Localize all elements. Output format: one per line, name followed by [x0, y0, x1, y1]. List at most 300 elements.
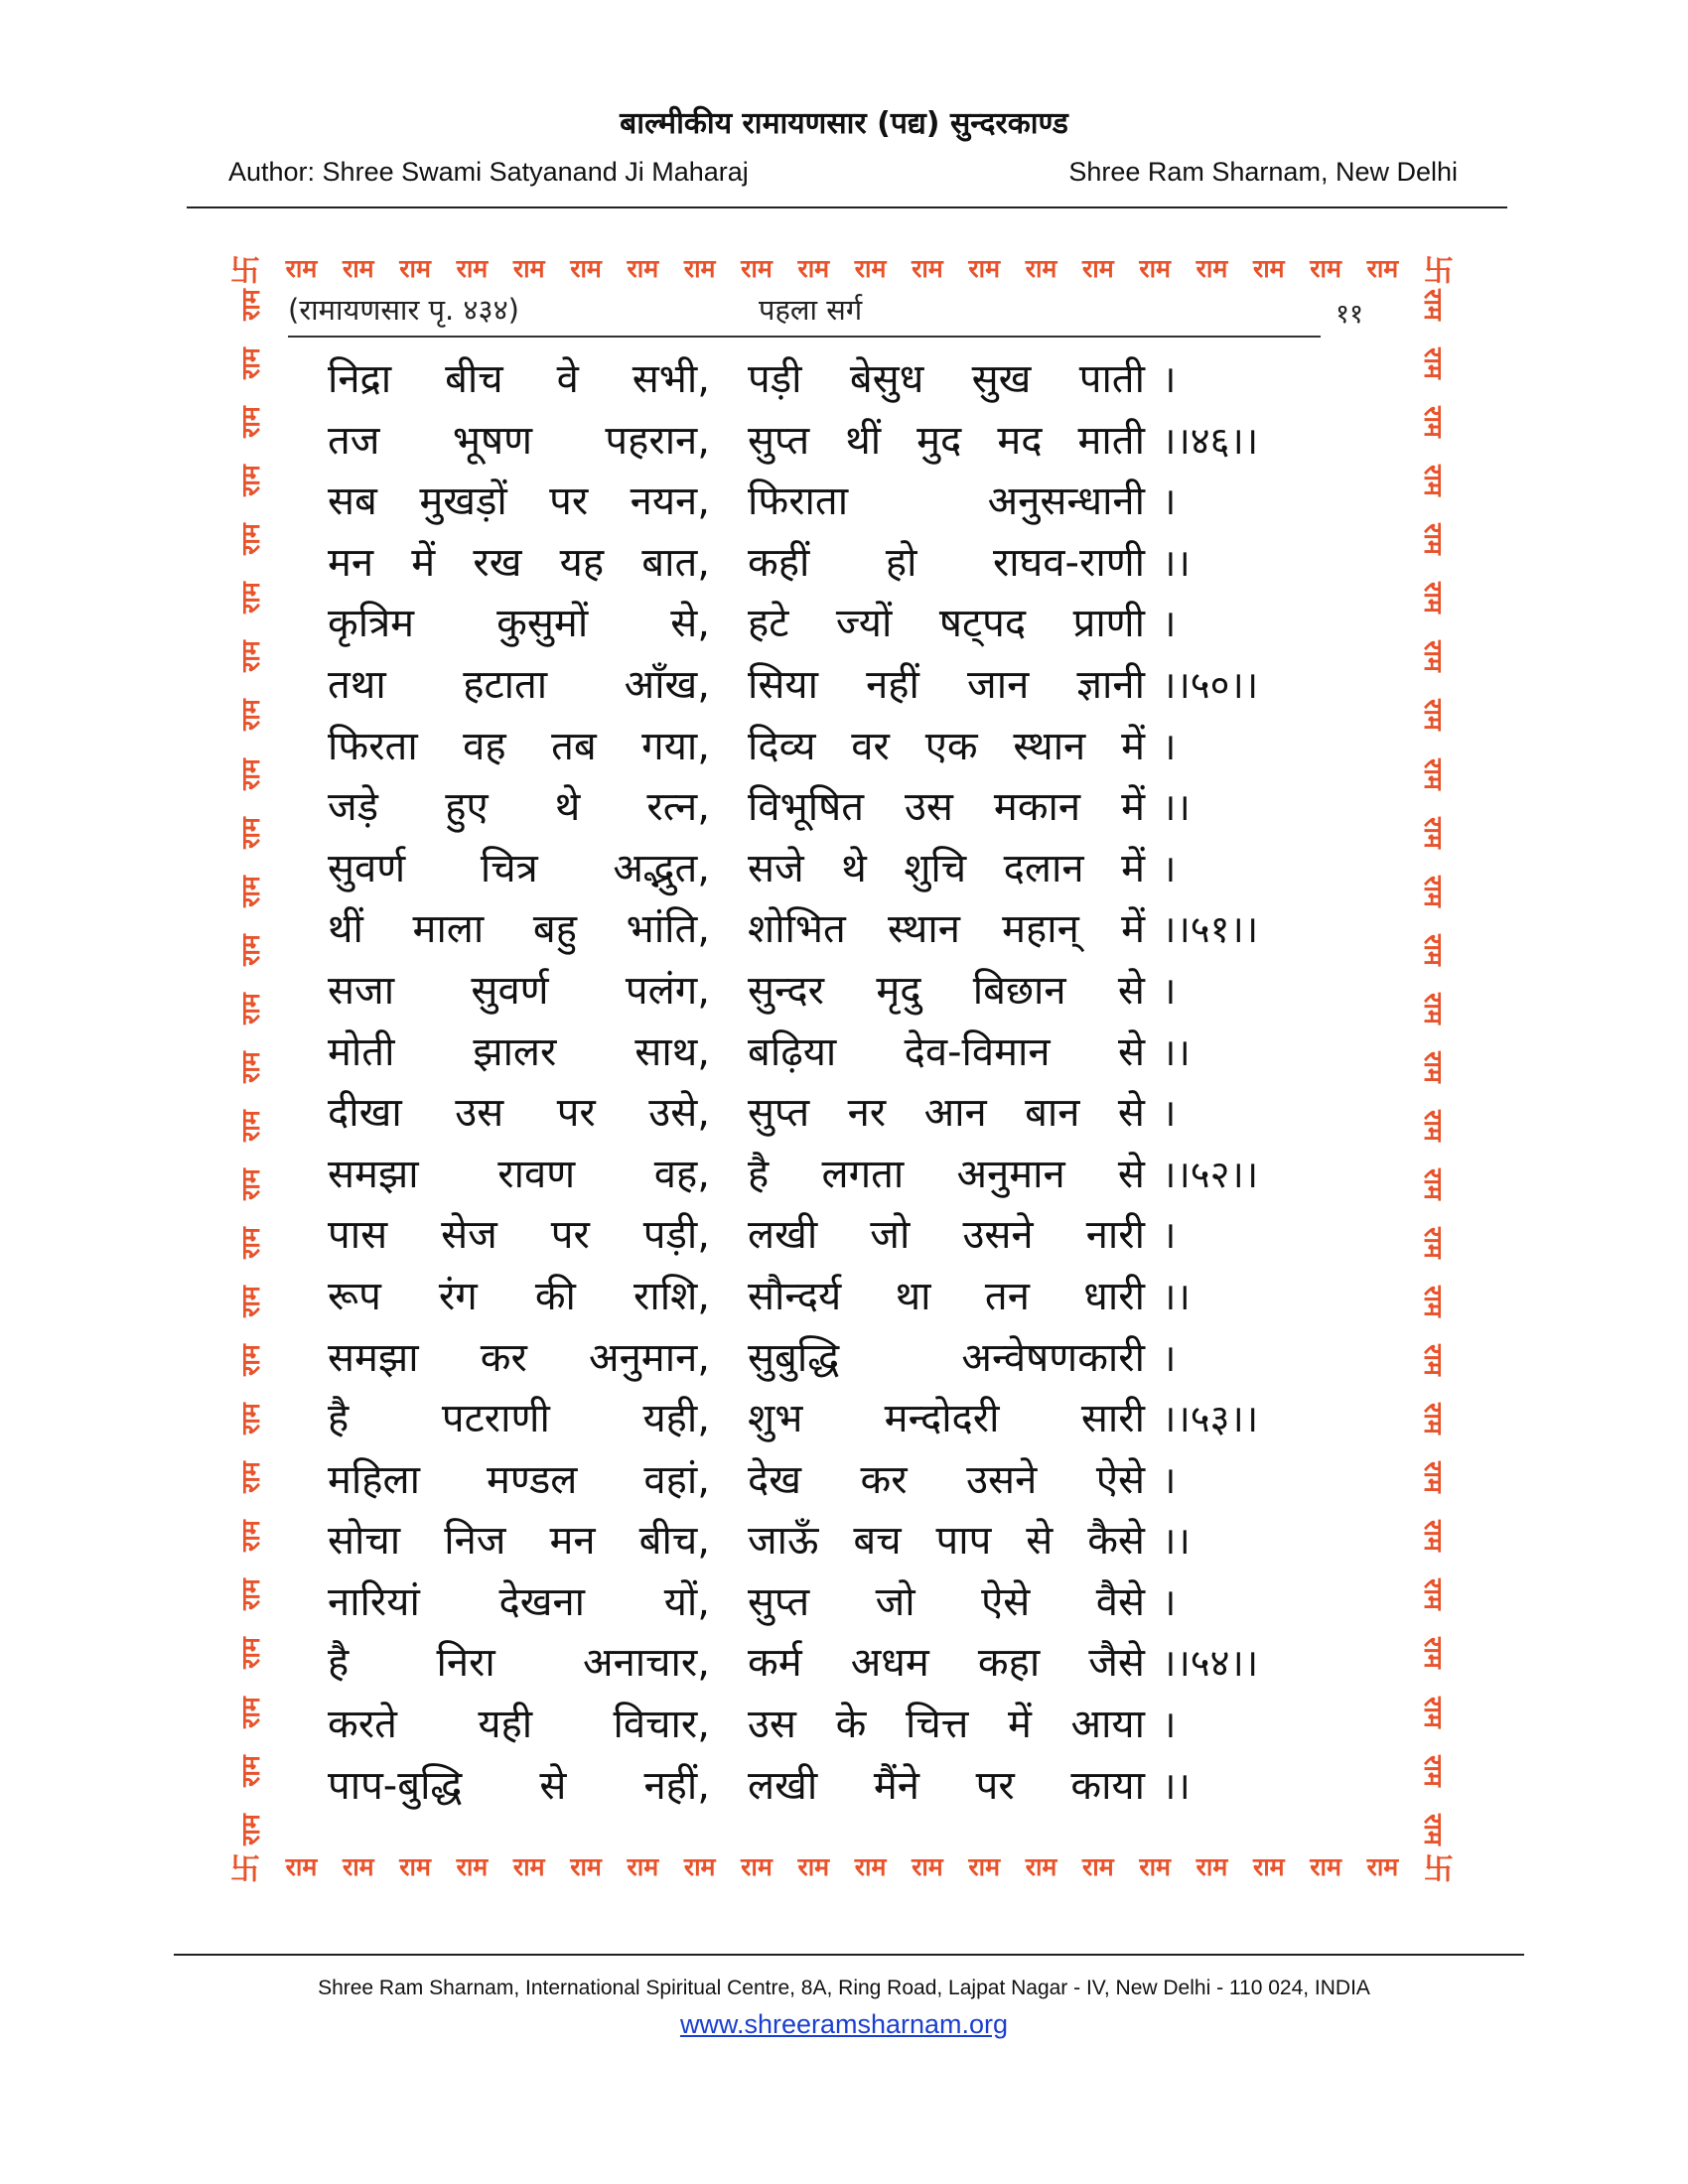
verse-word: मन [549, 1518, 596, 1565]
website-link[interactable]: www.shreeramsharnam.org [679, 2009, 1009, 2039]
verse-word: पटराणी [441, 1396, 550, 1442]
verse-word: दिव्य [748, 723, 816, 769]
verse-word: हो [885, 539, 917, 586]
verse-end-mark: । [1162, 724, 1177, 768]
verse-word: शुभ [748, 1396, 803, 1442]
border-word: राम [1419, 816, 1448, 849]
verse-word: तज [328, 417, 380, 464]
border-word: राम [236, 289, 265, 321]
verse-word: सजे [748, 845, 804, 891]
verse-word: यही, [642, 1396, 710, 1442]
verse-word: मकान [993, 784, 1081, 831]
border-word: राम [236, 406, 265, 438]
border-word: राम [399, 1852, 431, 1881]
verse-end-mark: । [1162, 1335, 1177, 1380]
verse-word: थे [841, 845, 867, 891]
footer-divider [174, 1954, 1524, 1956]
border-word: राम [236, 1520, 265, 1553]
verse-end-mark: ।।५०।। [1162, 662, 1259, 707]
verse-word: सुप्त [748, 1090, 810, 1137]
verse-end-mark: । [1162, 1579, 1177, 1624]
border-word: राम [1082, 1852, 1114, 1881]
verse-word: समझा [328, 1334, 419, 1381]
verse-word: पर [975, 1762, 1015, 1809]
verse-word: सारी [1080, 1396, 1145, 1442]
border-word: राम [1419, 289, 1448, 321]
verse-word: सुवर्ण [328, 845, 406, 891]
verse-word: राशि, [633, 1273, 710, 1319]
border-word: राम [1419, 699, 1448, 732]
border-word: राम [236, 347, 265, 379]
verse-word: रत्न, [646, 784, 710, 831]
verse-word: पर [550, 1212, 590, 1259]
border-word: राम [627, 254, 659, 283]
verse-word: भांति, [626, 906, 710, 953]
verse-first-half [328, 1511, 710, 1572]
verse-word: गया, [641, 723, 710, 769]
border-word: राम [1419, 1813, 1448, 1845]
border-word: राम [797, 254, 830, 283]
verse-word: ऐसे [981, 1578, 1031, 1625]
border-word: राम [236, 699, 265, 732]
verse-word: सुख [971, 356, 1032, 402]
verse-word: कहा [977, 1640, 1041, 1687]
verse-word: में [411, 539, 436, 586]
verse-word: आँख, [624, 661, 710, 708]
border-word: राम [854, 1852, 887, 1881]
border-word: राम [797, 1852, 830, 1881]
verse-end-mark: । [1162, 602, 1177, 646]
verse-word: तन [984, 1273, 1030, 1319]
verse-word: आया [1070, 1702, 1145, 1748]
footer-address: Shree Ram Sharnam, International Spiritual Centre, 8A, Ring Road, Lajpat Nagar - IV, New Delhi - 110 024, INDIA [318, 1977, 1370, 1999]
header-divider [187, 206, 1507, 208]
page-number: ११ [1336, 299, 1364, 330]
border-word: राम [741, 1852, 773, 1881]
verse-word: अनुमान [956, 1151, 1065, 1197]
verse-word: मैंने [873, 1762, 919, 1809]
verse-first-half [328, 717, 710, 778]
verse-second-half [748, 1756, 1145, 1818]
border-word: राम [236, 816, 265, 849]
border-word: राम [1139, 254, 1171, 283]
author-line: Author: Shree Swami Satyanand Ji Maharaj [228, 157, 749, 187]
verse-second-half [748, 1328, 1145, 1390]
verse-word: पर [549, 478, 589, 525]
verse-second-half [748, 533, 1145, 595]
verse-word: उस [748, 1702, 796, 1748]
verse-word: यही [478, 1702, 533, 1748]
verse-word: जैसे [1088, 1640, 1145, 1687]
verse-word: के [835, 1702, 867, 1748]
verse-word: एक [924, 723, 978, 769]
verse-word: तब [551, 723, 597, 769]
border-left [230, 288, 270, 1846]
verse-word: बेसुध [849, 356, 924, 402]
verse-word: जो [870, 1212, 911, 1259]
border-word: राम [912, 1852, 943, 1881]
verse-word: अधम [850, 1640, 929, 1687]
verse-word: बात, [641, 539, 710, 586]
verse-second-half [748, 1389, 1145, 1450]
verse-word: मुद [916, 417, 962, 464]
verse-end-mark: ।।५२।। [1162, 1152, 1259, 1196]
border-word: राम [236, 1403, 265, 1435]
verse-word: जाऊँ [748, 1518, 819, 1565]
verse-second-half [748, 839, 1145, 900]
verse-word: है [328, 1396, 350, 1442]
border-word: राम [1252, 254, 1285, 283]
verse-word: थीं [328, 906, 363, 953]
border-word: राम [236, 1110, 265, 1142]
verse-word: देव-विमान [904, 1028, 1051, 1075]
verse-word: उसने [962, 1212, 1034, 1259]
verse-end-mark: । [1162, 846, 1177, 890]
verse-line [328, 411, 1321, 473]
border-word: राम [570, 254, 602, 283]
border-word: राम [1419, 1110, 1448, 1142]
verse-word: उसने [966, 1456, 1038, 1503]
verse-word: ऐसे [1095, 1456, 1145, 1503]
border-word: राम [1196, 254, 1228, 283]
verse-word: अन्वेषणकारी [961, 1334, 1145, 1381]
verse-end-mark: । [1162, 1457, 1177, 1502]
border-word: राम [236, 1168, 265, 1200]
verse-line [328, 655, 1321, 717]
verse-word: रूप [328, 1273, 381, 1319]
verse-second-half [748, 717, 1145, 778]
verse-line [328, 472, 1321, 533]
border-word: राम [236, 875, 265, 907]
border-word: राम [1419, 1227, 1448, 1259]
verse-word: हटे [748, 601, 789, 647]
verse-line [328, 839, 1321, 900]
verse-word: यह [559, 539, 605, 586]
verse-word: पड़ी [748, 356, 802, 402]
verse-second-half [748, 1695, 1145, 1756]
border-word: राम [1196, 1852, 1228, 1881]
verse-word: बीच [445, 356, 503, 402]
verse-word: जो [875, 1578, 915, 1625]
verse-second-half [748, 1145, 1145, 1206]
border-word: राम [512, 1852, 545, 1881]
border-bottom [230, 1846, 1454, 1886]
border-word: राम [1419, 1403, 1448, 1435]
verse-word: समझा [328, 1151, 419, 1197]
verse-word: से, [670, 601, 710, 647]
verse-word: कहीं [748, 539, 810, 586]
verse-word: में [1121, 784, 1145, 831]
verse-first-half [328, 1328, 710, 1390]
verse-word: ज्ञानी [1076, 661, 1145, 708]
border-word: राम [1025, 1852, 1057, 1881]
border-word: राम [1419, 1344, 1448, 1376]
swastika-icon: 卐 [230, 254, 260, 289]
verse-line [328, 349, 1321, 411]
verse-line [328, 1572, 1321, 1634]
border-top [230, 248, 1454, 288]
border-right [1414, 288, 1454, 1846]
verse-word: सेज [441, 1212, 497, 1259]
verse-word: नहीं, [643, 1762, 710, 1809]
border-word: राम [1419, 1637, 1448, 1670]
verse-word: कृत्रिम [328, 601, 415, 647]
verse-first-half [328, 899, 710, 961]
border-word: राम [342, 254, 374, 283]
verse-first-half [328, 777, 710, 839]
verse-word: वर [851, 723, 890, 769]
page-reference: (रामायणसार पृ. ४३४) [288, 293, 519, 327]
verse-word: रावण [497, 1151, 576, 1197]
border-word: राम [1419, 347, 1448, 379]
border-word: राम [570, 1852, 602, 1881]
border-word: राम [456, 254, 489, 283]
border-word: राम [1419, 406, 1448, 438]
verse-first-half [328, 472, 710, 533]
border-word: राम [342, 1852, 374, 1881]
verse-first-half [328, 1756, 710, 1818]
verse-word: सुप्त [748, 417, 810, 464]
verse-end-mark: ।। [1162, 540, 1191, 585]
verse-line [328, 899, 1321, 961]
border-word: राम [1419, 992, 1448, 1024]
verse-word: कुसुमों [496, 601, 589, 647]
swastika-icon: 卐 [230, 1852, 260, 1887]
verse-word: में [1121, 845, 1145, 891]
verse-word: बान [1025, 1090, 1080, 1137]
verse-word: जड़े [328, 784, 379, 831]
verse-first-half [328, 1023, 710, 1084]
verse-end-mark: ।। [1162, 1274, 1191, 1318]
verse-word: वे [556, 356, 579, 402]
border-word: राम [236, 1286, 265, 1317]
border-word: राम [968, 254, 1001, 283]
verse-end-mark: ।। [1162, 1029, 1191, 1074]
border-word: राम [236, 1344, 265, 1376]
border-word: राम [512, 254, 545, 283]
verse-line [328, 777, 1321, 839]
verse-first-half [328, 1205, 710, 1267]
verse-word: नारियां [328, 1578, 420, 1625]
border-word: राम [1419, 1578, 1448, 1611]
verse-second-half [748, 899, 1145, 961]
verse-word: यों, [663, 1578, 710, 1625]
verse-word: से [1026, 1518, 1054, 1565]
border-word: राम [1310, 1852, 1341, 1881]
verse-block [328, 349, 1321, 1817]
swastika-icon: 卐 [1423, 1852, 1454, 1887]
verse-first-half [328, 655, 710, 717]
verse-word: महिला [328, 1456, 420, 1503]
border-word: राम [741, 254, 773, 283]
verse-word: से [1117, 1028, 1145, 1075]
verse-word: विभूषित [748, 784, 864, 831]
verse-first-half [328, 1572, 710, 1634]
border-word: राम [1366, 1852, 1399, 1881]
verse-word: कर [860, 1456, 908, 1503]
verse-first-half [328, 1450, 710, 1512]
verse-end-mark: । [1162, 1091, 1177, 1136]
verse-word: बहु [532, 906, 577, 953]
verse-line [328, 1695, 1321, 1756]
verse-word: पहरान, [605, 417, 710, 464]
verse-second-half [748, 1633, 1145, 1695]
verse-word: मुखड़ों [419, 478, 507, 525]
verse-word: लखी [748, 1762, 818, 1809]
verse-second-half [748, 655, 1145, 717]
verse-second-half [748, 1450, 1145, 1512]
verse-word: ज्यों [835, 601, 893, 647]
border-word: राम [236, 523, 265, 556]
verse-word: में [1121, 906, 1145, 953]
verse-word: मण्डल [486, 1456, 578, 1503]
verse-word: महान् [1002, 906, 1079, 953]
verse-word: निज [444, 1518, 506, 1565]
border-word: राम [912, 254, 943, 283]
border-word: राम [1419, 933, 1448, 966]
verse-end-mark: ।।५४।। [1162, 1641, 1259, 1686]
border-word: राम [236, 1050, 265, 1083]
border-word: राम [236, 757, 265, 790]
verse-first-half [328, 1267, 710, 1328]
verse-word: मन्दोदरी [884, 1396, 1000, 1442]
verse-line [328, 1328, 1321, 1390]
verse-word: सभी, [632, 356, 710, 402]
verse-second-half [748, 411, 1145, 473]
verse-word: है [748, 1151, 770, 1197]
verse-end-mark: । [1162, 1703, 1177, 1747]
verse-word: उसे, [648, 1090, 710, 1137]
organization-line: Shree Ram Sharnam, New Delhi [1068, 157, 1458, 187]
verse-word: पास [328, 1212, 388, 1259]
verse-word: सुन्दर [748, 967, 824, 1014]
verse-end-mark: । [1162, 1213, 1177, 1258]
verse-word: षट्पद [938, 601, 1027, 647]
border-word: राम [399, 254, 431, 283]
verse-word: राघव-राणी [992, 539, 1145, 586]
verse-word: से [1117, 1090, 1145, 1137]
verse-word: से [1117, 967, 1145, 1014]
border-word: राम [1419, 1461, 1448, 1494]
verse-line [328, 1083, 1321, 1145]
verse-second-half [748, 1205, 1145, 1267]
verse-word: चित्र [480, 845, 538, 891]
verse-first-half [328, 594, 710, 655]
verse-word: लखी [748, 1212, 818, 1259]
border-word: राम [1310, 254, 1341, 283]
verse-line [328, 717, 1321, 778]
border-word: राम [1419, 875, 1448, 907]
verse-word: रंग [438, 1273, 478, 1319]
border-word: राम [236, 1813, 265, 1845]
verse-word: में [1007, 1702, 1032, 1748]
verse-word: में [1121, 723, 1145, 769]
verse-line [328, 961, 1321, 1023]
verse-word: है [328, 1640, 350, 1687]
border-word: राम [236, 1227, 265, 1259]
border-word: राम [1419, 1754, 1448, 1787]
verse-word: दीखा [328, 1090, 402, 1137]
verse-word: थे [554, 784, 581, 831]
verse-word: पाप [935, 1518, 992, 1565]
verse-word: माला [412, 906, 485, 953]
verse-word: मृदु [876, 967, 921, 1014]
verse-word: माती [1077, 417, 1145, 464]
border-word: राम [1419, 1168, 1448, 1200]
verse-word: नर [847, 1090, 887, 1137]
verse-word: बढ़िया [748, 1028, 837, 1075]
verse-word: से [1117, 1151, 1145, 1197]
verse-first-half [328, 1083, 710, 1145]
border-word: राम [854, 254, 887, 283]
verse-word: कर [480, 1334, 527, 1381]
verse-word: साथ, [634, 1028, 710, 1075]
verse-first-half [328, 1389, 710, 1450]
verse-word: मन [328, 539, 374, 586]
verse-word: धारी [1083, 1273, 1145, 1319]
verse-line [328, 533, 1321, 595]
verse-second-half [748, 1572, 1145, 1634]
verse-word: अनाचार, [583, 1640, 710, 1687]
border-word: राम [1419, 757, 1448, 790]
border-word: राम [236, 640, 265, 673]
verse-word: की [534, 1273, 576, 1319]
border-word: राम [683, 1852, 716, 1881]
border-word: राम [236, 1754, 265, 1787]
border-word: राम [1419, 465, 1448, 497]
verse-word: वैसे [1095, 1578, 1145, 1625]
verse-second-half [748, 1511, 1145, 1572]
border-word: राम [1419, 582, 1448, 614]
verse-word: नयन, [630, 478, 710, 525]
verse-word: दलान [1003, 845, 1084, 891]
border-word: राम [236, 582, 265, 614]
verse-first-half [328, 961, 710, 1023]
verse-word: लगता [821, 1151, 905, 1197]
verse-word: उस [455, 1090, 504, 1137]
verse-word: काया [1070, 1762, 1145, 1809]
verse-end-mark: ।।५१।। [1162, 907, 1259, 952]
verse-word: शुचि [904, 845, 967, 891]
border-word: राम [236, 1696, 265, 1728]
verse-word: झालर [473, 1028, 557, 1075]
verse-word: अनुसन्धानी [987, 478, 1145, 525]
border-word: राम [1366, 254, 1399, 283]
verse-second-half [748, 777, 1145, 839]
verse-line [328, 1450, 1321, 1512]
verse-word: चित्त [905, 1702, 969, 1748]
verse-word: अनुमान, [589, 1334, 710, 1381]
border-word: राम [1139, 1852, 1171, 1881]
verse-word: स्थान [888, 906, 960, 953]
border-word: राम [236, 1461, 265, 1494]
verse-word: बच [853, 1518, 902, 1565]
border-word: राम [1025, 254, 1057, 283]
verse-line [328, 1145, 1321, 1206]
verse-word: पलंग, [625, 967, 710, 1014]
border-word: राम [627, 1852, 659, 1881]
verse-word: सुवर्ण [471, 967, 549, 1014]
verse-end-mark: ।। [1162, 1519, 1191, 1564]
verse-word: आन [923, 1090, 987, 1137]
verse-word: से [539, 1762, 567, 1809]
verse-second-half [748, 472, 1145, 533]
verse-first-half [328, 1145, 710, 1206]
border-word: राम [968, 1852, 1001, 1881]
verse-word: रख [473, 539, 522, 586]
verse-line [328, 1205, 1321, 1267]
verse-word: सुप्त [748, 1578, 810, 1625]
